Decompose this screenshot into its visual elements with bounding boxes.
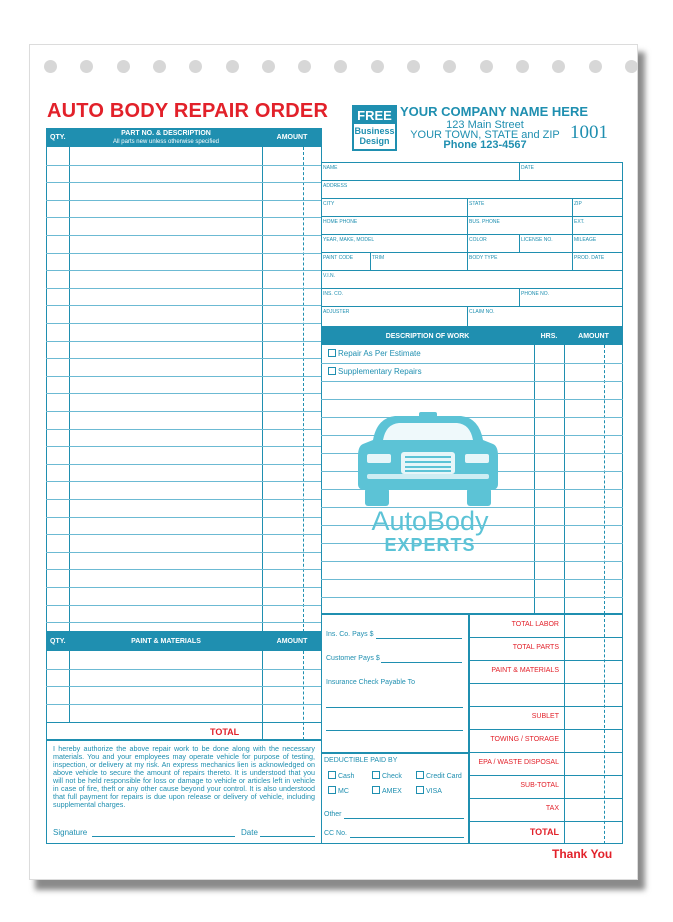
mc-option[interactable]: MC bbox=[328, 786, 349, 795]
supplementary-option[interactable]: Supplementary Repairs bbox=[328, 367, 422, 376]
row-line bbox=[469, 775, 623, 776]
parts-col-line bbox=[262, 147, 263, 632]
row-line bbox=[321, 288, 623, 289]
field-label-home-phone: HOME PHONE bbox=[323, 219, 358, 225]
punch-hole bbox=[298, 60, 311, 73]
cash-option[interactable]: Cash bbox=[328, 771, 354, 780]
row-line bbox=[46, 411, 322, 412]
field-label-vin: V.I.N. bbox=[323, 273, 336, 279]
form-title: AUTO BODY REPAIR ORDER bbox=[47, 100, 329, 122]
row-line bbox=[469, 660, 623, 661]
punch-hole bbox=[371, 60, 384, 73]
field-label-license: LICENSE NO. bbox=[521, 237, 553, 243]
punch-hole bbox=[44, 60, 57, 73]
row-line bbox=[46, 200, 322, 201]
visa-checkbox[interactable] bbox=[416, 786, 424, 794]
deductible-header: DEDUCTIBLE PAID BY bbox=[324, 757, 398, 764]
cc-no-label: CC No. bbox=[324, 830, 347, 837]
parts-table bbox=[46, 128, 322, 632]
row-line bbox=[469, 706, 623, 707]
check-checkbox[interactable] bbox=[372, 771, 380, 779]
field-label-paint-code: PAINT CODE bbox=[323, 255, 354, 261]
punch-hole bbox=[407, 60, 420, 73]
company-name: YOUR COMPANY NAME HERE bbox=[400, 104, 589, 119]
cell-divider bbox=[370, 252, 371, 270]
row-line bbox=[321, 399, 623, 400]
row-line bbox=[46, 288, 322, 289]
car-watermark-icon bbox=[353, 410, 503, 510]
amex-option[interactable]: AMEX bbox=[372, 786, 402, 795]
row-line bbox=[46, 464, 322, 465]
row-line bbox=[46, 182, 322, 183]
totals-label: TOTAL PARTS bbox=[512, 644, 559, 651]
work-hrs-header: HRS. bbox=[540, 333, 558, 340]
row-line bbox=[46, 235, 322, 236]
punch-hole bbox=[516, 60, 529, 73]
totals-label: EPA / WASTE DISPOSAL bbox=[478, 759, 559, 766]
row-line bbox=[46, 270, 322, 271]
totals-label: PAINT & MATERIALS bbox=[491, 667, 559, 674]
row-line bbox=[321, 180, 623, 181]
cell-divider bbox=[467, 198, 468, 216]
parts-col-line bbox=[69, 147, 70, 632]
row-line bbox=[46, 622, 322, 623]
company-city: YOUR TOWN, STATE and ZIP bbox=[410, 129, 560, 141]
row-line bbox=[321, 561, 623, 562]
field-label-ext: EXT. bbox=[574, 219, 585, 225]
row-line bbox=[321, 363, 623, 364]
row-line bbox=[321, 198, 623, 199]
cell-divider bbox=[467, 234, 468, 252]
row-line bbox=[46, 605, 322, 606]
parts-cents-line bbox=[303, 147, 304, 632]
field-label-bus-phone: BUS. PHONE bbox=[469, 219, 500, 225]
totals-label: SUB-TOTAL bbox=[520, 782, 559, 789]
cell-divider bbox=[519, 162, 520, 180]
paint-total-line bbox=[46, 722, 322, 723]
ins-co-pays-field[interactable] bbox=[376, 638, 462, 639]
totals-label: TOTAL bbox=[529, 827, 559, 837]
company-address: 123 Main Street bbox=[446, 119, 524, 131]
cash-checkbox[interactable] bbox=[328, 771, 336, 779]
punch-hole bbox=[153, 60, 166, 73]
row-line bbox=[46, 323, 322, 324]
punch-holes bbox=[44, 60, 634, 74]
punch-hole bbox=[262, 60, 275, 73]
row-line bbox=[46, 165, 322, 166]
punch-hole bbox=[189, 60, 202, 73]
logo-free: FREE bbox=[354, 107, 395, 124]
field-label-color: COLOR bbox=[469, 237, 487, 243]
field-label-name: NAME bbox=[323, 165, 338, 171]
punch-hole bbox=[480, 60, 493, 73]
paint-cents-line bbox=[303, 651, 304, 740]
paint-desc-header: PAINT & MATERIALS bbox=[131, 638, 201, 645]
visa-option[interactable]: VISA bbox=[416, 786, 442, 795]
paint-total-label: TOTAL bbox=[210, 727, 240, 737]
punch-hole bbox=[80, 60, 93, 73]
field-label-date: DATE bbox=[521, 165, 534, 171]
field-label-address: ADDRESS bbox=[323, 183, 348, 189]
other-label: Other bbox=[324, 811, 342, 818]
check-option[interactable]: Check bbox=[372, 771, 402, 780]
punch-hole bbox=[117, 60, 130, 73]
totals-label: SUBLET bbox=[531, 713, 559, 720]
row-line bbox=[46, 446, 322, 447]
cell-divider bbox=[519, 288, 520, 306]
cell-divider bbox=[572, 198, 573, 216]
row-line bbox=[46, 517, 322, 518]
punch-hole bbox=[552, 60, 565, 73]
company-phone: Phone 123-4567 bbox=[443, 139, 527, 151]
punch-hole bbox=[625, 60, 638, 73]
cell-divider bbox=[467, 252, 468, 270]
work-cents-line bbox=[604, 345, 605, 614]
row-line bbox=[469, 637, 623, 638]
row-line bbox=[46, 217, 322, 218]
row-line bbox=[46, 429, 322, 430]
field-label-mileage: MILEAGE bbox=[574, 237, 597, 243]
thank-you: Thank You bbox=[552, 847, 613, 861]
cell-divider bbox=[467, 306, 468, 327]
parts-qty-header: QTY. bbox=[50, 134, 66, 141]
repair-estimate-checkbox[interactable] bbox=[328, 349, 336, 357]
row-line bbox=[46, 686, 322, 687]
field-label-body-type: BODY TYPE bbox=[469, 255, 498, 261]
punch-hole bbox=[334, 60, 347, 73]
totals-label: TAX bbox=[545, 805, 559, 812]
row-line bbox=[469, 729, 623, 730]
field-label-ins-co: INS. CO. bbox=[323, 291, 344, 297]
date-label: Date bbox=[241, 828, 258, 837]
check-payable-line-2[interactable] bbox=[326, 730, 463, 731]
field-label-trim: TRIM bbox=[372, 255, 385, 261]
row-line bbox=[469, 752, 623, 753]
punch-hole bbox=[443, 60, 456, 73]
row-line bbox=[46, 704, 322, 705]
field-label-year-make-model: YEAR, MAKE, MODEL bbox=[323, 237, 375, 243]
supplementary-checkbox[interactable] bbox=[328, 367, 336, 375]
paint-col-line bbox=[262, 651, 263, 740]
credit-card-checkbox[interactable] bbox=[416, 771, 424, 779]
work-col-line bbox=[564, 345, 565, 614]
row-line bbox=[321, 597, 623, 598]
row-line bbox=[321, 306, 623, 307]
other-field[interactable] bbox=[344, 818, 464, 819]
amex-checkbox[interactable] bbox=[372, 786, 380, 794]
row-line bbox=[46, 305, 322, 306]
row-line bbox=[46, 552, 322, 553]
row-line bbox=[46, 358, 322, 359]
check-payable-label: Insurance Check Payable To bbox=[326, 679, 415, 686]
signature-label: Signature bbox=[53, 828, 88, 837]
work-amount-header: AMOUNT bbox=[578, 333, 609, 340]
row-line bbox=[46, 569, 322, 570]
work-col-line bbox=[534, 345, 535, 614]
row-line bbox=[46, 481, 322, 482]
punch-hole bbox=[589, 60, 602, 73]
punch-hole bbox=[226, 60, 239, 73]
row-line bbox=[46, 253, 322, 254]
cell-divider bbox=[572, 252, 573, 270]
row-line bbox=[46, 341, 322, 342]
row-line bbox=[321, 579, 623, 580]
field-label-state: STATE bbox=[469, 201, 485, 207]
customer-pays-field[interactable] bbox=[381, 662, 462, 663]
customer-pays-label: Customer Pays $ bbox=[326, 655, 380, 662]
row-line bbox=[469, 798, 623, 799]
cell-divider bbox=[519, 234, 520, 252]
row-line bbox=[46, 669, 322, 670]
watermark-title: AutoBody bbox=[371, 506, 489, 536]
row-line bbox=[46, 587, 322, 588]
totals-label: TOWING / STORAGE bbox=[490, 736, 559, 743]
field-label-phone-no: PHONE NO. bbox=[521, 291, 550, 297]
customer-info-box bbox=[321, 162, 623, 327]
cell-divider bbox=[467, 216, 468, 234]
field-label-claim-no: CLAIM NO. bbox=[469, 309, 495, 315]
field-label-city: CITY bbox=[323, 201, 335, 207]
row-line bbox=[321, 216, 623, 217]
row-line bbox=[321, 270, 623, 271]
row-line bbox=[321, 381, 623, 382]
repair-estimate-option[interactable]: Repair As Per Estimate bbox=[328, 349, 421, 358]
form-number: 1001 bbox=[570, 122, 608, 143]
row-line bbox=[46, 393, 322, 394]
row-line bbox=[469, 821, 623, 822]
paint-qty-header: QTY. bbox=[50, 638, 66, 645]
row-line bbox=[46, 534, 322, 535]
credit-card-option[interactable]: Credit Card bbox=[416, 771, 462, 780]
field-label-adjuster: ADJUSTER bbox=[323, 309, 350, 315]
check-payable-line-1[interactable] bbox=[326, 707, 463, 708]
field-label-zip: ZIP bbox=[574, 201, 582, 207]
logo-text: Business Design bbox=[354, 126, 395, 146]
field-label-prod-date: PROD. DATE bbox=[574, 255, 605, 261]
parts-desc-header: PART NO. & DESCRIPTION All parts new unless otherwise specified bbox=[112, 130, 220, 145]
row-line bbox=[46, 376, 322, 377]
mc-checkbox[interactable] bbox=[328, 786, 336, 794]
cell-divider bbox=[572, 234, 573, 252]
parts-amount-header: AMOUNT bbox=[276, 134, 308, 141]
row-line bbox=[321, 234, 623, 235]
date-line[interactable] bbox=[260, 836, 315, 837]
signature-line[interactable] bbox=[92, 836, 235, 837]
row-line bbox=[321, 252, 623, 253]
watermark-subtitle: EXPERTS bbox=[384, 535, 476, 555]
cc-no-field[interactable] bbox=[350, 837, 464, 838]
totals-label: TOTAL LABOR bbox=[511, 621, 559, 628]
cell-divider bbox=[572, 216, 573, 234]
row-line bbox=[469, 683, 623, 684]
authorization-text: I hereby authorize the above repair work to be done along with the necessary materials. You and your employees may operate vehicle for purpose of testing, inspection, or delivery at my risk. An express mechanics lien is acknowledged on above vehicle to secure the amount of repairs thereto. It is understood that you will not be held responsible for loss or damage to vehicle or articles left in vehicle in case of fire, theft or any other cause beyond your control. It is also understood that full payment for repairs is due upon release or delivery of vehicle, including supplemental charges. bbox=[53, 744, 315, 809]
paint-amount-header: AMOUNT bbox=[276, 638, 308, 645]
work-desc-header: DESCRIPTION OF WORK bbox=[385, 333, 470, 340]
row-line bbox=[46, 499, 322, 500]
ins-co-pays-label: Ins. Co. Pays $ bbox=[326, 631, 374, 638]
